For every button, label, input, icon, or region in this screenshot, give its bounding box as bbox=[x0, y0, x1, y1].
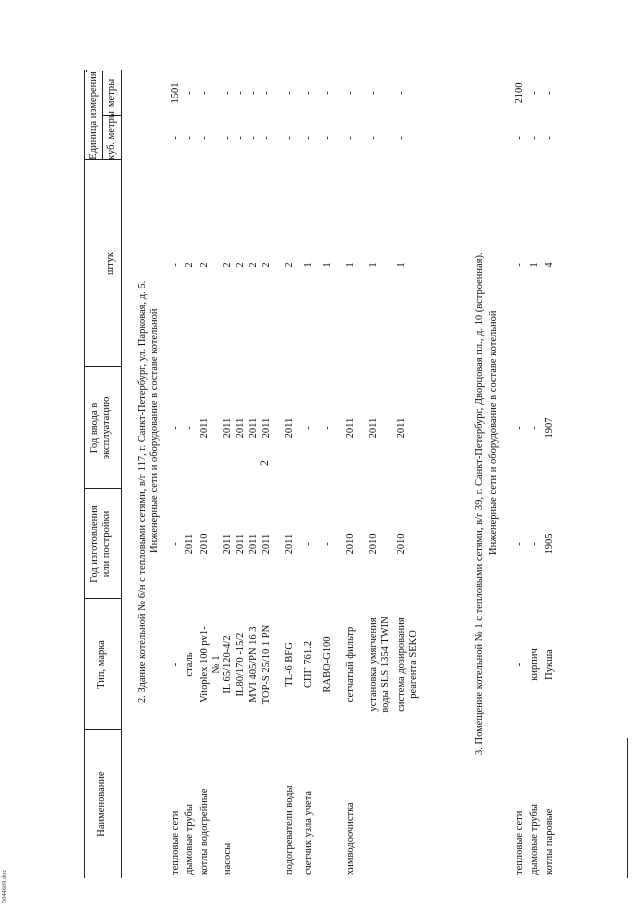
section3-title: 3. Помещение котельной № 1 с тепловыми сетями, в/г 39, г. Санкт-Петербург, Дворцовая пл., д. 10 (встроенная). bbox=[474, 252, 485, 755]
section2-row-11-meters: - bbox=[368, 91, 379, 95]
section2-row-8-commissioned: - bbox=[303, 426, 314, 430]
section2-row-3-type: IL 65/120-4/2 bbox=[222, 635, 233, 694]
section2-subtitle: Инженерные сети и оборудование в составе котельной bbox=[149, 308, 160, 553]
section2-row-6-meters: - bbox=[261, 91, 272, 95]
header-year-comm-2: эксплуатацию bbox=[101, 396, 112, 460]
section2-row-2-pieces: 2 bbox=[199, 262, 210, 268]
section2-row-8-meters: - bbox=[303, 91, 314, 95]
section2-row-12-type: система дозирования bbox=[396, 617, 407, 712]
section2-row-12-type2: реагента SEKO bbox=[408, 630, 419, 699]
section3-row-0-type: - bbox=[514, 662, 525, 667]
section2-row-4-meters: - bbox=[235, 91, 246, 95]
section2-row-9-made: - bbox=[322, 542, 333, 546]
section2-row-6-type: TOP-S 25/10 1 PN bbox=[261, 624, 272, 705]
section3-subtitle: Инженерные сети и оборудование в составе котельной bbox=[488, 310, 499, 555]
section2-row-2-type: Vitoplex 100 pv1- bbox=[199, 626, 210, 703]
section2-row-5-meters: - bbox=[248, 91, 259, 95]
section2-row-7-pieces: 2 bbox=[284, 262, 295, 268]
section2-row-10-made: 2010 bbox=[345, 533, 356, 555]
section2-row-0-name: тепловые сети bbox=[170, 810, 181, 875]
section2-row-12-pieces: 1 bbox=[396, 262, 407, 268]
section3-row-0-meters: 2100 bbox=[514, 82, 525, 104]
section3-row-0-made: - bbox=[514, 542, 525, 546]
section2-row-2-cubic: - bbox=[199, 136, 210, 140]
section2-row-4-type: IL80/170 -15/2 bbox=[235, 632, 246, 697]
section2-row-1-pieces: 2 bbox=[184, 262, 195, 268]
section2-row-1-type: сталь bbox=[184, 652, 195, 677]
section2-row-5-commissioned: 2011 bbox=[248, 417, 259, 439]
section3-row-0-cubic: - bbox=[514, 136, 525, 140]
section2-row-2-made: 2010 bbox=[199, 533, 210, 555]
section2-row-5-pieces: 2 bbox=[248, 262, 259, 268]
header-year-made-1: Год изготовления bbox=[89, 505, 100, 583]
section3-row-1-cubic: - bbox=[529, 136, 540, 140]
section2-row-8-made: - bbox=[303, 542, 314, 546]
section2-row-3-cubic: - bbox=[222, 136, 233, 140]
section2-row-8-type: СПГ 761.2 bbox=[303, 641, 314, 688]
section3-row-2-meters: - bbox=[544, 91, 555, 95]
section2-row-10-pieces: 1 bbox=[345, 262, 356, 268]
section3-row-1-commissioned: - bbox=[529, 426, 540, 430]
section2-row-0-type: - bbox=[170, 662, 181, 667]
section2-row-3-meters: - bbox=[222, 91, 233, 95]
section2-row-11-cubic: - bbox=[368, 136, 379, 140]
section2-row-2-name: котлы водогрейные bbox=[199, 788, 210, 875]
section2-row-7-made: 2011 bbox=[284, 533, 295, 555]
section2-row-1-commissioned: - bbox=[184, 426, 195, 430]
section2-row-4-commissioned: 2011 bbox=[235, 417, 246, 439]
section2-row-7-meters: - bbox=[284, 91, 295, 95]
section2-row-9-commissioned: - bbox=[322, 426, 333, 430]
header-unit-pieces: штук bbox=[105, 252, 116, 275]
section3-row-2-type: Пукша bbox=[544, 649, 555, 680]
section3-row-2-made: 1905 bbox=[544, 533, 555, 555]
section2-title: 2. Здание котельной № 6/н с тепловыми сетями, в/г 117, г. Санкт-Петербург, ул. Парковая, д. 5. bbox=[137, 280, 148, 703]
section2-row-0-commissioned: - bbox=[170, 426, 181, 430]
section2-row-0-pieces: - bbox=[170, 263, 181, 267]
header-bottom-line bbox=[121, 70, 122, 878]
section2-row-9-meters: - bbox=[322, 91, 333, 95]
section2-row-10-commissioned: 2011 bbox=[345, 417, 356, 439]
section2-row-6-made: 2011 bbox=[261, 533, 272, 555]
section2-row-5-cubic: - bbox=[248, 136, 259, 140]
section2-row-9-type: RABO-G100 bbox=[322, 636, 333, 693]
section2-row-3-pieces: 2 bbox=[222, 262, 233, 268]
section3-row-1-made: - bbox=[529, 542, 540, 546]
section2-row-5-type: MVI 405/PN 16 3 bbox=[248, 626, 259, 703]
section2-row-12-cubic: - bbox=[396, 136, 407, 140]
section2-row-8-name: счетчик узла учета bbox=[303, 790, 314, 875]
section2-row-4-cubic: - bbox=[235, 136, 246, 140]
section2-row-1-cubic: - bbox=[184, 136, 195, 140]
header-top-line bbox=[84, 70, 85, 878]
section2-row-10-meters: - bbox=[345, 91, 356, 95]
section2-row-1-name: дымовые трубы bbox=[184, 804, 195, 875]
section2-row-8-cubic: - bbox=[303, 136, 314, 140]
section3-row-0-name: тепловые сети bbox=[514, 810, 525, 875]
section2-row-12-made: 2010 bbox=[396, 533, 407, 555]
section2-row-1-made: 2011 bbox=[184, 533, 195, 555]
section2-row-10-type: сетчатый фильтр bbox=[345, 626, 356, 703]
section2-row-5-made: 2011 bbox=[248, 533, 259, 555]
section2-row-7-commissioned: 2011 bbox=[284, 417, 295, 439]
section2-row-12-meters: - bbox=[396, 91, 407, 95]
section2-row-6-commissioned: 2011 bbox=[261, 417, 272, 439]
header-year-made-2: или постройки bbox=[101, 510, 112, 578]
section3-row-1-meters: - bbox=[529, 91, 540, 95]
header-type: Тип, марка bbox=[96, 640, 107, 689]
header-unit-cubic: куб. метры bbox=[106, 111, 117, 160]
bottom-rule bbox=[627, 738, 628, 878]
section2-row-3-name: насосы bbox=[222, 842, 233, 875]
section2-row-2-commissioned: 2011 bbox=[199, 417, 210, 439]
section3-row-1-type: кирпич bbox=[529, 648, 540, 681]
header-name: Наименование bbox=[96, 771, 107, 837]
section2-row-1-meters: - bbox=[184, 91, 195, 95]
header-unit-meters: метры bbox=[106, 78, 117, 108]
section3-row-2-commissioned: 1907 bbox=[544, 417, 555, 439]
section2-row-12-commissioned: 2011 bbox=[396, 417, 407, 439]
section3-row-2-cubic: - bbox=[544, 136, 555, 140]
section3-row-2-name: котлы паровые bbox=[544, 808, 555, 875]
section2-row-0-meters: 1501 bbox=[170, 82, 181, 104]
section2-row-11-commissioned: 2011 bbox=[368, 417, 379, 439]
footer-filename: 5044669.doc bbox=[2, 869, 8, 903]
section2-row-0-cubic: - bbox=[170, 136, 181, 140]
section2-row-0-made: - bbox=[170, 542, 181, 546]
section2-row-9-pieces: 1 bbox=[322, 262, 333, 268]
section2-row-4-made: 2011 bbox=[235, 533, 246, 555]
section2-row-6-pieces: 2 bbox=[261, 262, 272, 268]
section2-row-2-meters: - bbox=[199, 91, 210, 95]
header-unit-group: Единица измерения bbox=[88, 71, 99, 160]
section2-row-7-name: подогреватели воды bbox=[284, 785, 295, 875]
section2-row-9-cubic: - bbox=[322, 136, 333, 140]
section2-row-2-type2: № 1 bbox=[211, 655, 222, 674]
section3-row-2-pieces: 4 bbox=[544, 262, 555, 268]
section2-row-6-cubic: - bbox=[261, 136, 272, 140]
line-top-left bbox=[86, 70, 87, 72]
section2-row-3-commissioned: 2011 bbox=[222, 417, 233, 439]
header-year-comm-1: Год ввода в bbox=[89, 402, 100, 454]
section2-row-10-name: химводоочистка bbox=[345, 802, 356, 875]
section2-row-11-made: 2010 bbox=[368, 533, 379, 555]
section3-row-0-pieces: - bbox=[514, 263, 525, 267]
section2-row-11-pieces: 1 bbox=[368, 262, 379, 268]
section2-row-8-pieces: 1 bbox=[303, 262, 314, 268]
section2-row-7-type: TL-6 BFG bbox=[284, 642, 295, 687]
section2-row-10-cubic: - bbox=[345, 136, 356, 140]
section3-row-0-commissioned: - bbox=[514, 426, 525, 430]
section2-row-11-type: установка умягчения bbox=[368, 617, 379, 712]
section3-row-1-name: дымовые трубы bbox=[529, 804, 540, 875]
section2-row-7-cubic: - bbox=[284, 136, 295, 140]
section2-row-11-type2: воды SLS 1354 TWIN bbox=[380, 616, 391, 713]
page-number: 2 bbox=[257, 460, 271, 466]
section2-row-3-made: 2011 bbox=[222, 533, 233, 555]
section3-row-1-pieces: 1 bbox=[529, 262, 540, 268]
section2-row-4-pieces: 2 bbox=[235, 262, 246, 268]
